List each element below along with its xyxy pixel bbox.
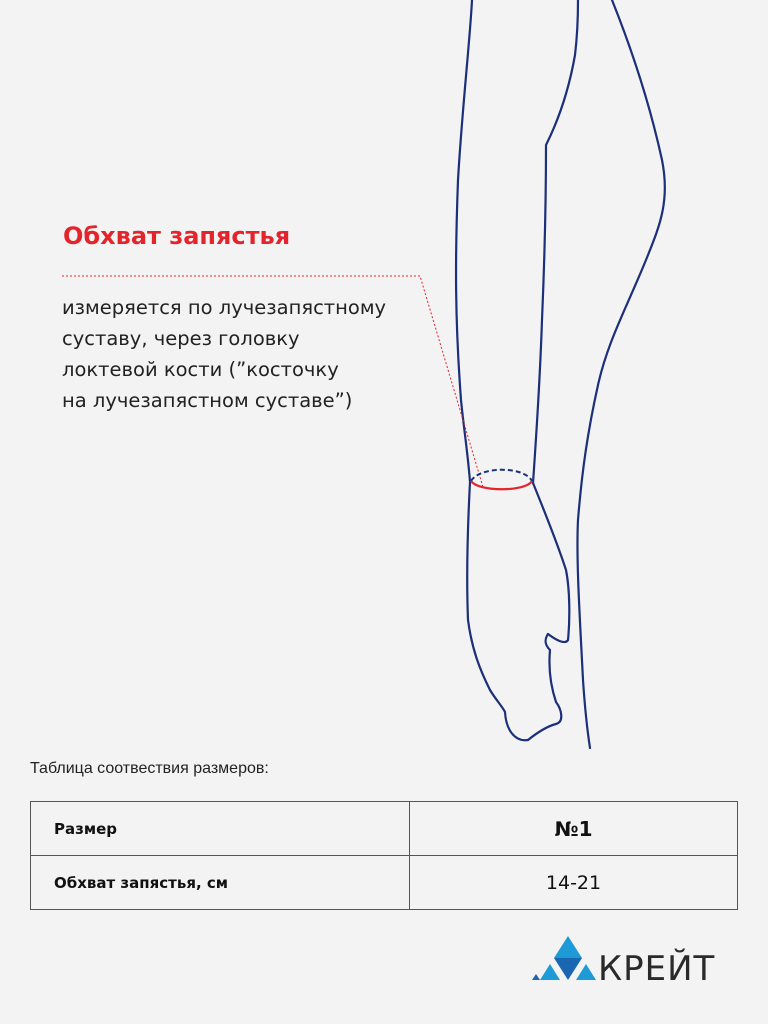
description-line: измеряется по лучезапястному bbox=[62, 296, 387, 319]
description-line: локтевой кости (”косточку bbox=[62, 358, 339, 381]
description-line: на лучезапястном суставе”) bbox=[62, 389, 353, 412]
size-table-caption: Таблица соотвествия размеров: bbox=[30, 760, 269, 777]
wrist-measurement-ring-icon bbox=[471, 470, 532, 490]
size-label-cell: Размер bbox=[31, 802, 410, 856]
wrist-girth-label-cell: Обхват запястья, см bbox=[31, 856, 410, 910]
brand-name: КРЕЙТ bbox=[598, 949, 716, 989]
table-row bbox=[31, 802, 738, 856]
table-row bbox=[31, 856, 738, 910]
size-table bbox=[30, 801, 738, 910]
description-line: суставу, через головку bbox=[62, 327, 300, 350]
arm-outline-icon bbox=[456, 0, 665, 748]
measurement-description bbox=[62, 292, 442, 416]
measurement-title: Обхват запястья bbox=[63, 222, 291, 250]
wrist-girth-value-cell: 14-21 bbox=[410, 856, 738, 910]
size-value-cell: №1 bbox=[410, 802, 738, 856]
